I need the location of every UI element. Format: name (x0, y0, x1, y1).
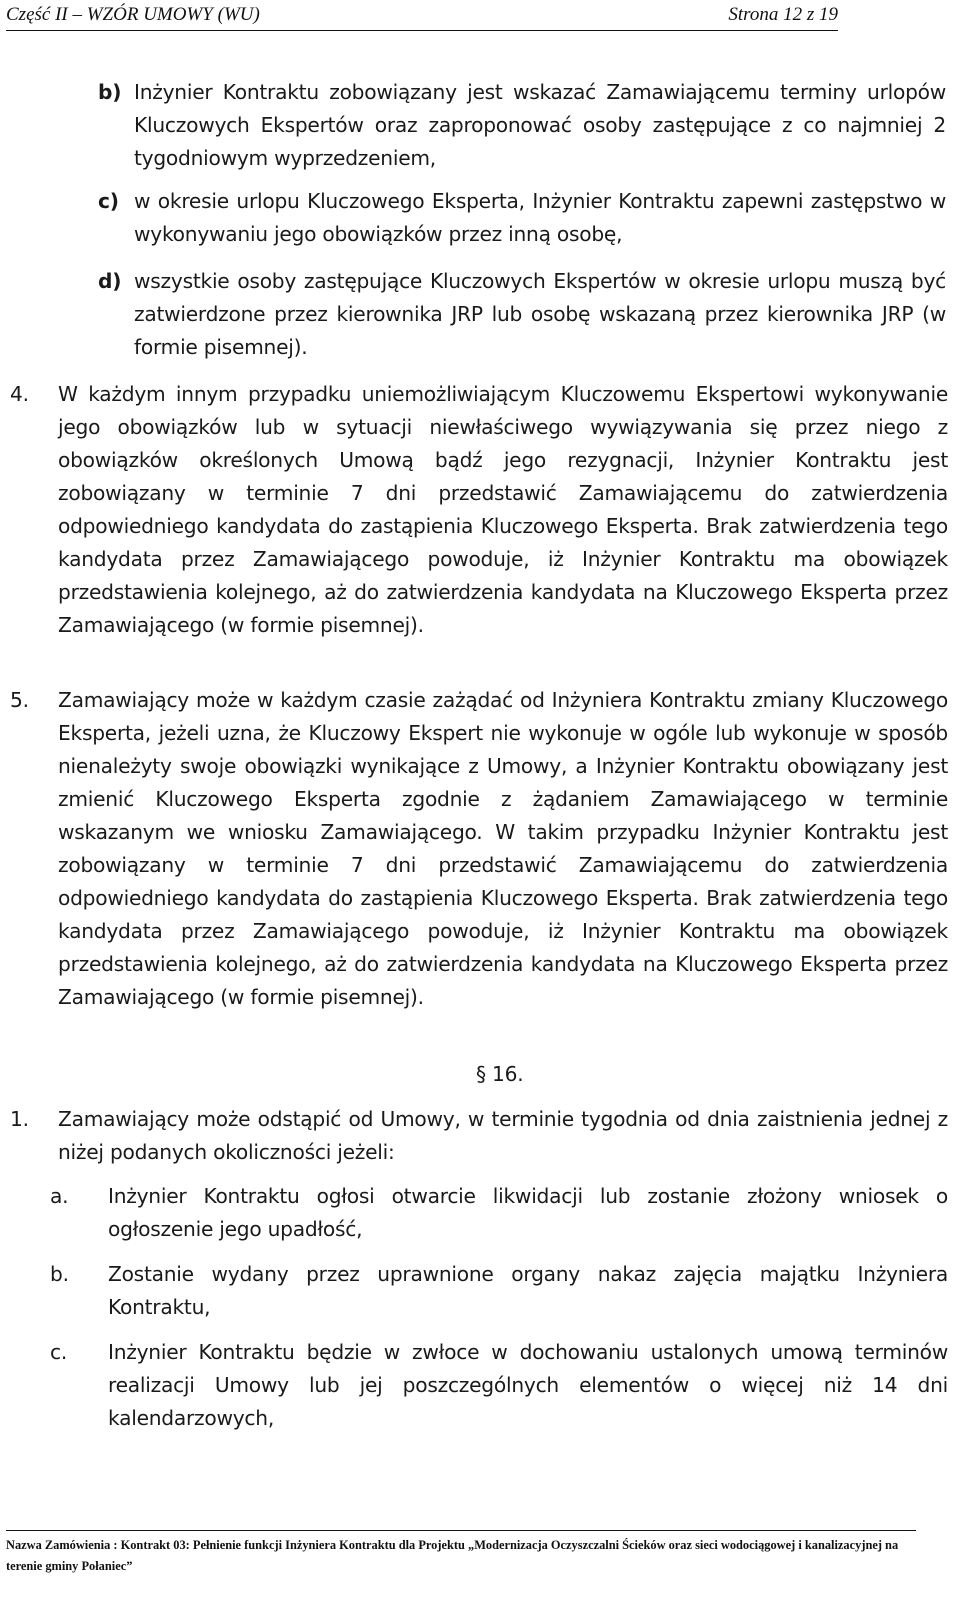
paragraph-5 (10, 684, 950, 1014)
paragraph-text: Zamawiający może w każdym czasie zażądać od Inżyniera Kontraktu zmiany Kluczowego Eksperta, jeżeli uzna, że Kluczowy Ekspert nie wykonuje w ogóle lub wykonuje w sposób nienależyty swoje obowiązki wynikające z Umowy, a Inżynier Kontraktu obowiązany jest zmienić Kluczowego Eksperta zgodnie z żądaniem Zamawiającego w terminie wskazanym we wniosku Zamawiającego. W takim przypadku Inżynier Kontraktu jest zobowiązany w terminie 7 dni przedstawić Zamawiającemu do zatwierdzenia odpowiedniego kandydata do zastąpienia Kluczowego Eksperta. Brak zatwierdzenia tego kandydata przez Zamawiającego powoduje, iż Inżynier Kontraktu ma obowiązek przedstawienia kolejnego, aż do zatwierdzenia kandydata na Kluczowego Eksperta przez Zamawiającego (w formie pisemnej). (58, 688, 948, 1009)
list-item-c (98, 185, 948, 251)
list-item-text: Zostanie wydany przez uprawnione organy nakaz zajęcia majątku Inżyniera Kontraktu, (108, 1262, 948, 1319)
paragraph-1 (10, 1103, 950, 1169)
condition-item-b (50, 1258, 948, 1324)
condition-item-c (50, 1336, 948, 1435)
list-marker: d) (98, 269, 122, 293)
list-marker: b. (50, 1262, 69, 1286)
page-header (6, 2, 838, 31)
list-item-b (98, 76, 948, 175)
list-item-d (98, 265, 948, 364)
condition-item-a (50, 1180, 948, 1246)
list-marker: c. (50, 1340, 68, 1364)
paragraph-text: W każdym innym przypadku uniemożliwiającym Kluczowemu Ekspertowi wykonywanie jego obowiązków lub w sytuacji niewłaściwego wywiązywania się przez niego z obowiązków określonych Umową bądź jego rezygnacji, Inżynier Kontraktu jest zobowiązany w terminie 7 dni przedstawić Zamawiającemu do zatwierdzenia odpowiedniego kandydata do zastąpienia Kluczowego Eksperta. Brak zatwierdzenia tego kandydata przez Zamawiającego powoduje, iż Inżynier Kontraktu ma obowiązek przedstawienia kolejnego, aż do zatwierdzenia kandydata na Kluczowego Eksperta przez Zamawiającego (w formie pisemnej). (58, 382, 948, 637)
header-page-number: Strona 12 z 19 (728, 4, 838, 25)
page-footer: Nazwa Zamówienia : Kontrakt 03: Pełnienie funkcji Inżyniera Kontraktu dla Projektu „Modernizacja Oczyszczalni Ścieków oraz sieci wodociągowej i kanalizacyjnej na terenie gminy Połaniec” (6, 1538, 899, 1573)
list-marker: a. (50, 1184, 69, 1208)
paragraph-number: 5. (10, 688, 29, 712)
paragraph-4 (10, 378, 950, 642)
list-marker: c) (98, 189, 119, 213)
list-marker: b) (98, 80, 122, 104)
paragraph-text: Zamawiający może odstąpić od Umowy, w terminie tygodnia od dnia zaistnienia jednej z niżej podanych okoliczności jeżeli: (58, 1107, 948, 1164)
section-heading: § 16. (476, 1062, 524, 1086)
header-part-title: Część II – WZÓR UMOWY (WU) (6, 4, 260, 25)
list-item-text: Inżynier Kontraktu będzie w zwłoce w dochowaniu ustalonych umową terminów realizacji Umowy lub jej poszczególnych elementów o więcej niż 14 dni kalendarzowych, (108, 1340, 948, 1430)
list-item-text: w okresie urlopu Kluczowego Eksperta, Inżynier Kontraktu zapewni zastępstwo w wykonywaniu jego obowiązków przez inną osobę, (134, 189, 946, 246)
list-item-text: wszystkie osoby zastępujące Kluczowych Ekspertów w okresie urlopu muszą być zatwierdzone przez kierownika JRP lub osobę wskazaną przez kierownika JRP (w formie pisemnej). (134, 269, 946, 359)
list-item-text: Inżynier Kontraktu ogłosi otwarcie likwidacji lub zostanie złożony wniosek o ogłoszenie jego upadłość, (108, 1184, 948, 1241)
list-item-text: Inżynier Kontraktu zobowiązany jest wskazać Zamawiającemu terminy urlopów Kluczowych Ekspertów oraz zaproponować osoby zastępujące z co najmniej 2 tygodniowym wyprzedzeniem, (134, 80, 946, 170)
paragraph-number: 1. (10, 1107, 29, 1131)
footer-divider (6, 1530, 916, 1531)
paragraph-number: 4. (10, 382, 29, 406)
